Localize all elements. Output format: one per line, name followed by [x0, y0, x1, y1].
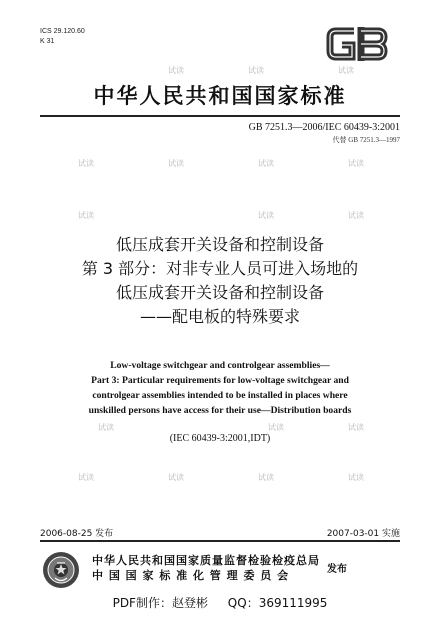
publish-label: 发布	[327, 564, 347, 575]
watermark-text: 试读	[348, 423, 364, 432]
footer-rule	[40, 540, 400, 542]
classification-codes	[40, 27, 85, 47]
issue-date: 2006-08-25 发布	[40, 529, 114, 539]
english-title-line: unskilled persons have access for their use—Distribution boards	[88, 405, 352, 416]
watermark-text: 试读	[78, 159, 94, 168]
watermark-text: 试读	[268, 423, 284, 432]
english-title-line: controlgear assemblies intended to be installed in places where	[92, 390, 348, 401]
government-seal-icon	[41, 550, 81, 590]
watermark-text: 试读	[248, 66, 264, 75]
watermark-text: 试读	[78, 211, 94, 220]
credit-line	[0, 594, 440, 611]
qq-contact: QQ：369111995	[227, 596, 328, 610]
chinese-title-line: 第 3 部分：对非专业人员可进入场地的	[81, 259, 359, 278]
ccs-code: K 31	[40, 38, 55, 45]
chinese-title	[0, 233, 440, 329]
chinese-title-line: 低压成套开关设备和控制设备	[115, 235, 324, 254]
publisher-list	[92, 553, 320, 583]
publisher-name: 中 国 国 家 标 准 化 管 理 委 员 会	[92, 569, 290, 582]
ics-code: ICS 29.120.60	[40, 28, 85, 35]
pdf-maker: PDF制作：赵登彬	[112, 596, 208, 610]
watermark-text: 试读	[258, 211, 274, 220]
standard-number: GB 7251.3—2006/IEC 60439-3:2001	[248, 122, 400, 133]
watermark-text: 试读	[348, 211, 364, 220]
watermark-text: 试读	[258, 473, 274, 482]
watermark-text: 试读	[168, 66, 184, 75]
watermark-text: 试读	[168, 473, 184, 482]
standard-category-title: 中华人民共和国国家标准	[93, 84, 347, 108]
english-title-line: Part 3: Particular requirements for low-voltage switchgear and	[91, 375, 349, 386]
publisher-name: 中华人民共和国国家质量监督检验检疫总局	[92, 554, 320, 567]
replaces-note: 代替 GB 7251.3—1997	[332, 136, 400, 144]
chinese-title-line: ——配电板的特殊要求	[139, 307, 300, 326]
gb-logo	[326, 22, 388, 66]
header-rule	[40, 115, 400, 117]
watermark-text: 试读	[348, 473, 364, 482]
watermark-text: 试读	[78, 473, 94, 482]
chinese-title-line: 低压成套开关设备和控制设备	[115, 283, 324, 302]
iec-equivalence: (IEC 60439-3:2001,IDT)	[169, 433, 271, 444]
watermark-text: 试读	[258, 159, 274, 168]
english-title	[40, 358, 400, 418]
watermark-text: 试读	[168, 159, 184, 168]
implementation-date: 2007-03-01 实施	[326, 529, 400, 539]
english-title-line: Low-voltage switchgear and controlgear assemblies—	[110, 360, 330, 371]
watermark-text: 试读	[98, 423, 114, 432]
watermark-text: 试读	[348, 159, 364, 168]
watermark-text: 试读	[338, 66, 354, 75]
